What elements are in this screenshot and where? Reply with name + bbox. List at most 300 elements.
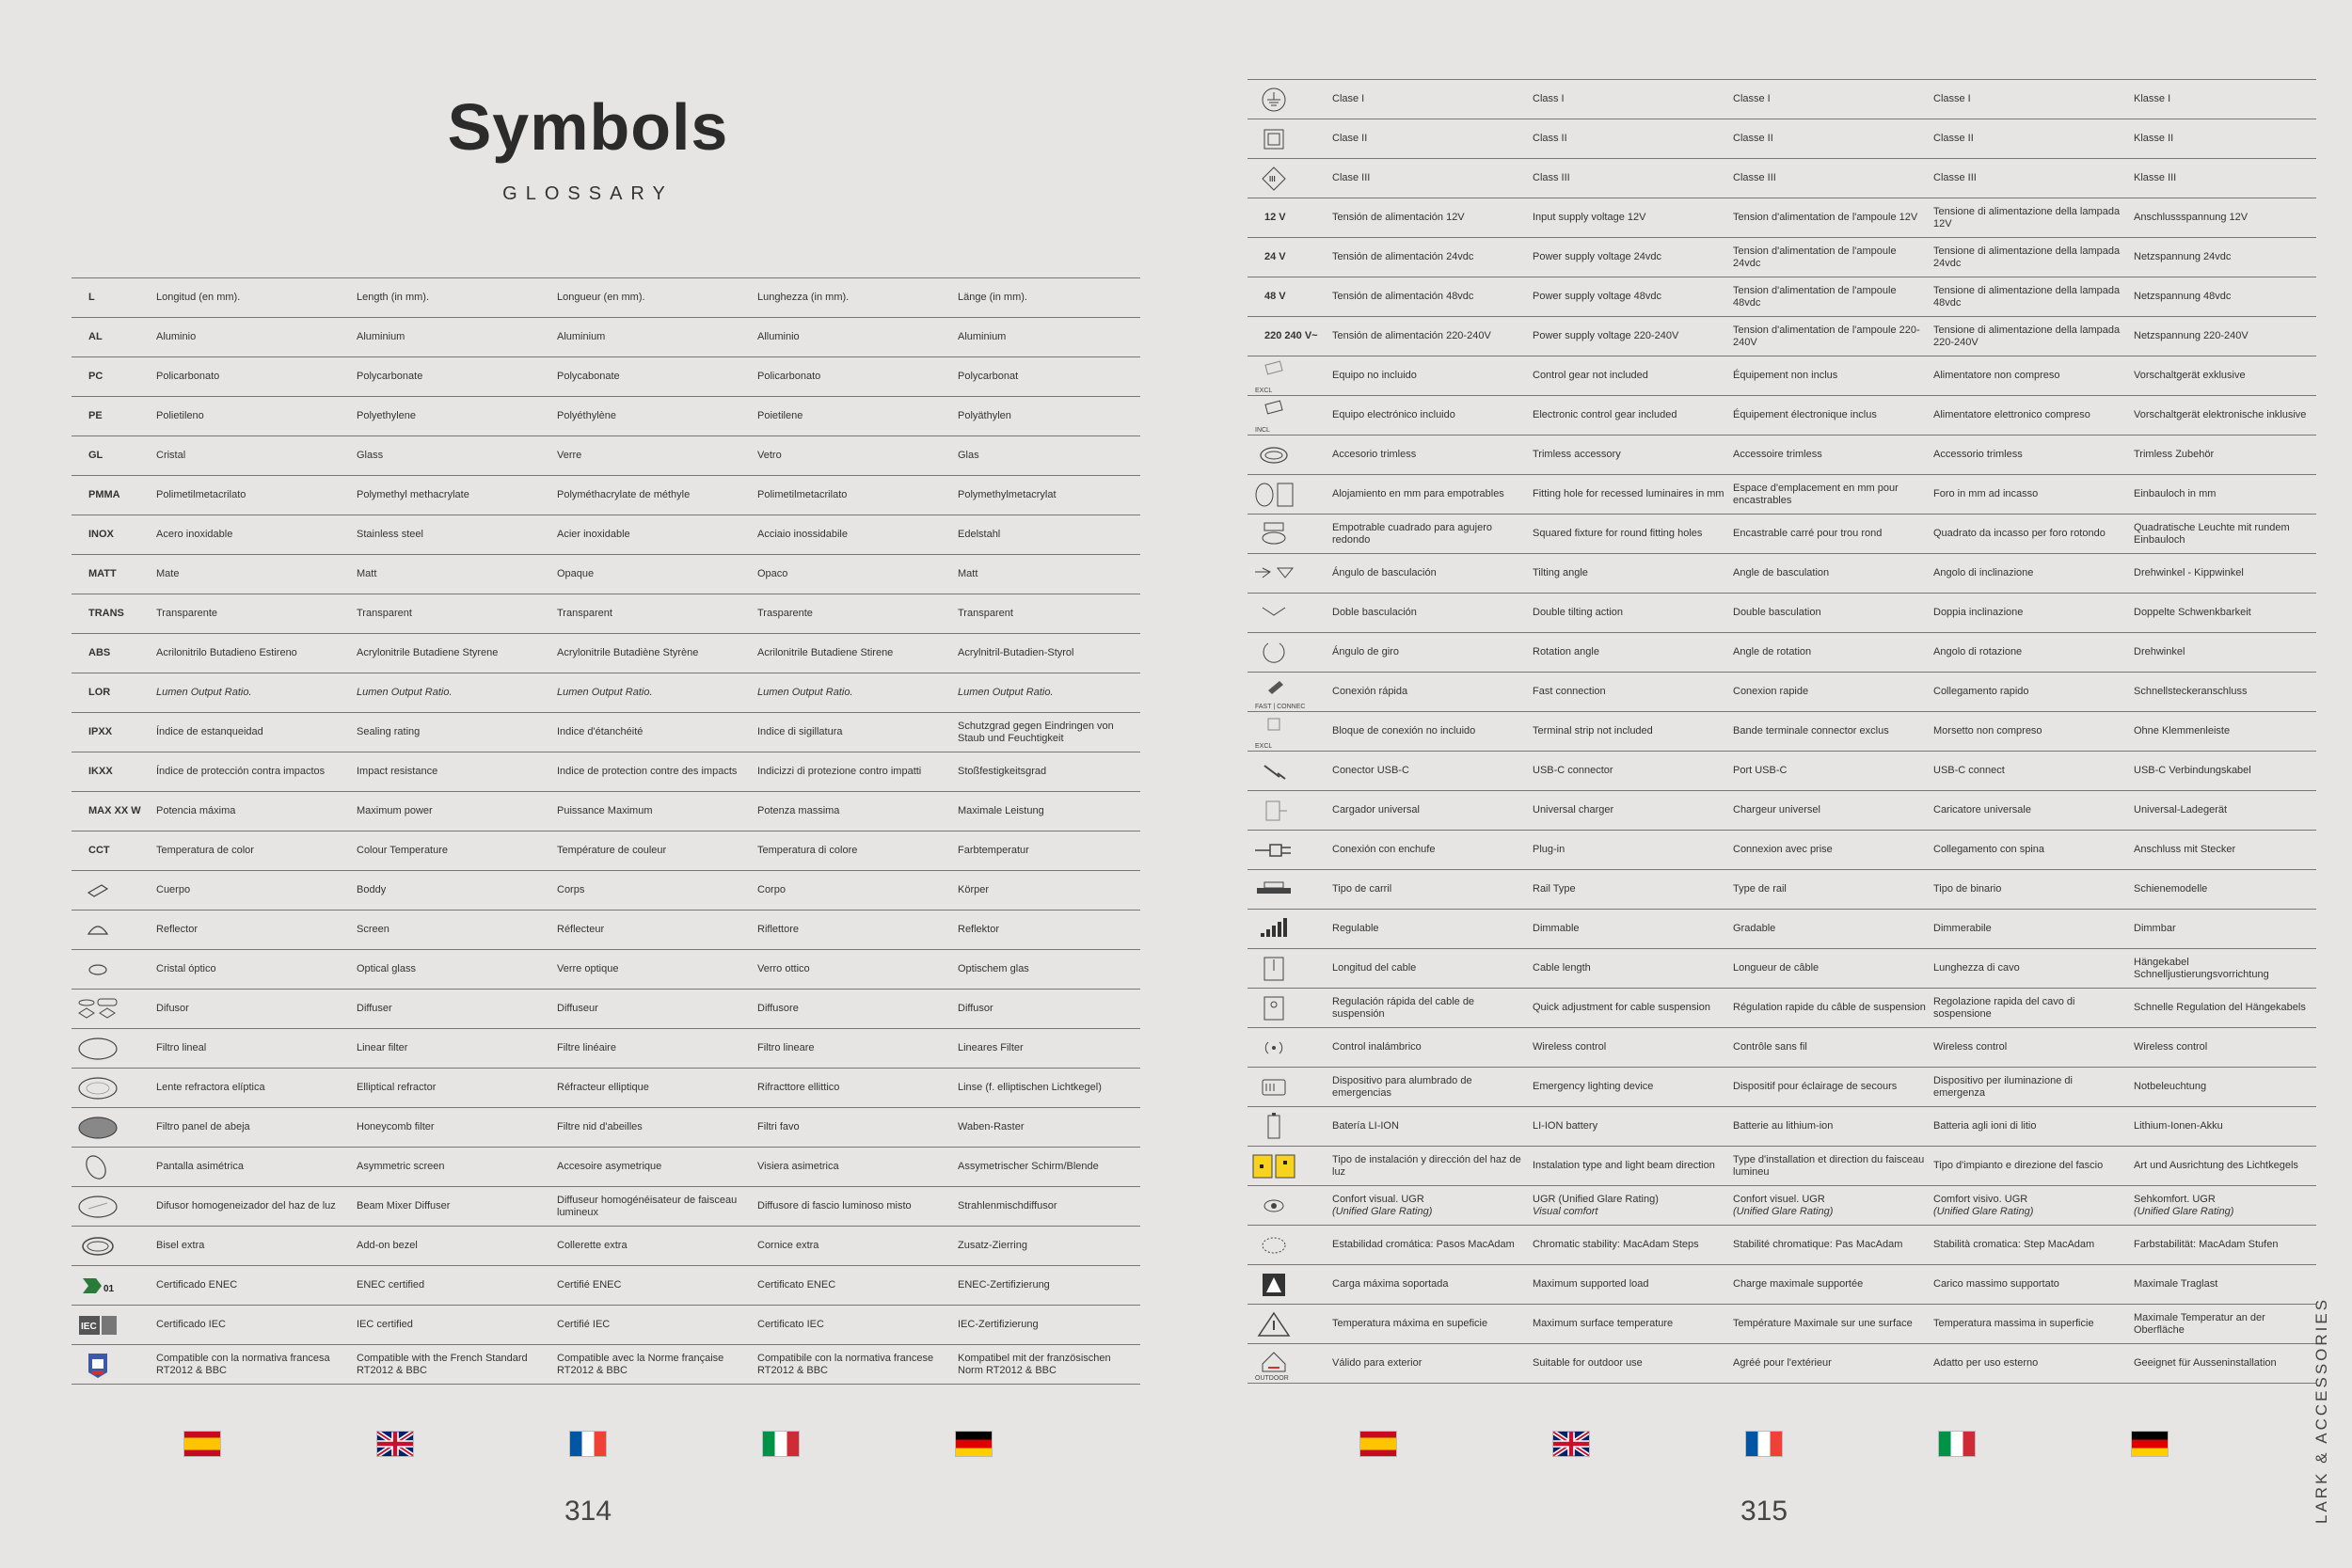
term-text: Tipo de binario (1933, 883, 2002, 895)
term-text: Schnellsteckeranschluss (2134, 686, 2248, 697)
term-text: Polycabonate (557, 371, 620, 382)
glossary-row (72, 1108, 1140, 1148)
symbol-code (1248, 277, 1328, 317)
term-text: Réflecteur (557, 924, 605, 935)
glossary-row (72, 752, 1140, 792)
glossary-row (72, 594, 1140, 634)
term-es (152, 1069, 353, 1108)
term-text: Assymetrischer Schirm/Blende (958, 1161, 1099, 1172)
term-fr (553, 397, 754, 436)
glossary-row (1248, 1068, 2316, 1107)
term-fr (1729, 594, 1930, 633)
term-text: Lithium-Ionen-Akku (2134, 1120, 2223, 1132)
term-text: Verro ottico (757, 963, 810, 974)
term-fr (1729, 949, 1930, 989)
term-it (754, 673, 954, 713)
symbol-code-text: TRANS (88, 608, 124, 619)
term-text: Estabilidad cromática: Pasos MacAdam (1332, 1239, 1515, 1250)
beam-mixer-icon (72, 1187, 152, 1227)
term-text: Diffusore (757, 1003, 799, 1014)
term-text: Angle de rotation (1733, 646, 1812, 657)
term-text: Diffusore di fascio luminoso misto (757, 1200, 912, 1212)
term-text: Potenza massima (757, 805, 840, 816)
term-fr (553, 871, 754, 911)
term-fr (1729, 870, 1930, 910)
symbol-code-text: GL (88, 450, 103, 461)
term-text: Lunghezza (in mm). (757, 292, 850, 303)
flag-es-icon (1360, 1432, 1396, 1456)
term-it (1930, 475, 2130, 515)
term-it (754, 594, 954, 634)
term-text: Tipo de instalación y dirección del haz de luz (1332, 1153, 1521, 1178)
term-text: ENEC-Zertifizierung (958, 1279, 1050, 1291)
glossary-row (1248, 554, 2316, 594)
term-text: Input supply voltage 12V (1533, 212, 1646, 223)
symbol-code (72, 476, 152, 515)
term-text: Regulable (1332, 923, 1379, 934)
dimmable-icon (1248, 910, 1328, 949)
term-de (954, 555, 1140, 594)
term-text: Honeycomb filter (357, 1121, 435, 1132)
term-text: Universal charger (1533, 804, 1614, 816)
symbol-code (72, 436, 152, 476)
glossary-row (1248, 198, 2316, 238)
rotation-icon (1248, 633, 1328, 673)
term-it (1930, 198, 2130, 238)
term-text: Strahlenmischdiffusor (958, 1200, 1057, 1212)
term-it (754, 476, 954, 515)
term-es (1328, 119, 1529, 159)
term-text: Tensión de alimentación 48vdc (1332, 291, 1474, 302)
term-text: Acrylonitrile Butadiène Styrène (557, 647, 699, 658)
term-text: Tensione di alimentazione della lampada 48vdc (1933, 284, 2121, 309)
term-text: Vetro (757, 450, 782, 461)
term-es (152, 1266, 353, 1306)
term-fr (553, 911, 754, 950)
term-text: Alimentatore non compreso (1933, 370, 2060, 381)
term-it (754, 713, 954, 752)
glossary-row (72, 1227, 1140, 1266)
term-text: Dimmable (1533, 923, 1580, 934)
symbol-caption: EXCL (1255, 742, 1273, 750)
term-text: Temperatura de color (156, 845, 254, 856)
rail-icon (1248, 870, 1328, 910)
term-text: Température de couleur (557, 845, 667, 856)
term-es (152, 1148, 353, 1187)
term-text: Chromatic stability: MacAdam Steps (1533, 1239, 1699, 1250)
symbol-code (72, 555, 152, 594)
tilt-angle-icon (1248, 554, 1328, 594)
term-de (2130, 791, 2316, 831)
term-de (2130, 1147, 2316, 1186)
term-it (754, 990, 954, 1029)
term-es (1328, 1186, 1529, 1226)
term-en (353, 832, 553, 871)
page-right (1176, 0, 2352, 1568)
term-it (754, 1345, 954, 1385)
term-text: Sealing rating (357, 726, 421, 737)
flag-fr-icon (570, 1432, 606, 1456)
term-es (1328, 198, 1529, 238)
term-it (754, 436, 954, 476)
symbol-code-text: INOX (88, 529, 114, 540)
glossary-row (1248, 80, 2316, 119)
term-en (353, 1187, 553, 1227)
term-text: Alluminio (757, 331, 800, 342)
term-text: Edelstahl (958, 529, 1001, 540)
term-fr (1729, 554, 1930, 594)
reflector-icon (72, 911, 152, 950)
term-it (1930, 989, 2130, 1028)
term-text: Opaco (757, 568, 788, 579)
term-es (1328, 791, 1529, 831)
term-text: Acrilonitrile Butadiene Stirene (757, 647, 894, 658)
term-de (2130, 159, 2316, 198)
glossary-row (1248, 356, 2316, 396)
term-text: Filtro lineal (156, 1042, 207, 1053)
term-it (1930, 870, 2130, 910)
term-fr (1729, 1265, 1930, 1305)
symbol-code-text: IPXX (88, 726, 113, 737)
usb-c-icon (1248, 752, 1328, 791)
term-text: Filtri favo (757, 1121, 800, 1132)
term-es (1328, 436, 1529, 475)
term-de (2130, 1344, 2316, 1384)
term-es (1328, 554, 1529, 594)
glossary-row (1248, 1186, 2316, 1226)
term-en (353, 1306, 553, 1345)
body-icon (72, 871, 152, 911)
term-es (152, 990, 353, 1029)
symbol-code (72, 278, 152, 318)
term-text: Chargeur universel (1733, 804, 1820, 816)
term-it (1930, 1186, 2130, 1226)
term-text: Maximum supported load (1533, 1278, 1649, 1290)
term-text: Carga máxima soportada (1332, 1278, 1449, 1290)
glossary-row (1248, 831, 2316, 870)
term-text: Fitting hole for recessed luminaires in mm (1533, 488, 1724, 499)
term-text: Batteria agli ioni di litio (1933, 1120, 2037, 1132)
term-es (152, 1108, 353, 1148)
term-en (1529, 515, 1729, 554)
term-fr (553, 357, 754, 397)
linear-filter-icon (72, 1029, 152, 1069)
symbol-caption: OUTDOOR (1255, 1374, 1289, 1382)
term-text: Lumen Output Ratio. (958, 687, 1054, 698)
term-text: Optical glass (357, 963, 416, 974)
term-text: Tension d'alimentation de l'ampoule 12V (1733, 212, 1918, 223)
term-it (1930, 80, 2130, 119)
term-fr (553, 1069, 754, 1108)
term-text: Indice di sigillatura (757, 726, 843, 737)
term-text: Equipo no incluido (1332, 370, 1417, 381)
term-text: Transparent (557, 608, 612, 619)
term-text: Trimless accessory (1533, 449, 1621, 460)
term-text: Équipement électronique inclus (1733, 409, 1877, 420)
term-text: Polimetilmetacrilato (156, 489, 246, 500)
symbol-code-text: AL (88, 331, 103, 342)
term-de (2130, 910, 2316, 949)
term-text: Ángulo de giro (1332, 646, 1399, 657)
term-en (1529, 317, 1729, 356)
term-text: Bande terminale connector exclus (1733, 725, 1889, 736)
term-it (1930, 317, 2130, 356)
term-en (1529, 277, 1729, 317)
symbol-code-text: 48 V (1264, 291, 1286, 302)
term-text: Reflektor (958, 924, 1000, 935)
flag-de-icon (956, 1432, 992, 1456)
term-de (2130, 317, 2316, 356)
term-text: Farbstabilität: MacAdam Stufen (2134, 1239, 2279, 1250)
excl-gear-icon (1248, 356, 1328, 396)
term-en (353, 752, 553, 792)
term-de (2130, 1107, 2316, 1147)
term-text: USB-C connector (1533, 765, 1613, 776)
term-text: Cable length (1533, 962, 1591, 974)
term-it (1930, 1147, 2130, 1186)
term-text: Conexion rapide (1733, 686, 1809, 697)
term-text: Pantalla asimétrica (156, 1161, 244, 1172)
glossary-row (1248, 1265, 2316, 1305)
term-text: Morsetto non compreso (1933, 725, 2042, 736)
term-text: Squared fixture for round fitting holes (1533, 528, 1703, 539)
page-number: 315 (1740, 1496, 1788, 1527)
term-text: Rail Type (1533, 883, 1576, 895)
term-text: Körper (958, 884, 990, 895)
term-es (152, 1029, 353, 1069)
term-fr (553, 555, 754, 594)
term-fr (553, 1187, 754, 1227)
term-fr (1729, 712, 1930, 752)
glossary-row (1248, 1028, 2316, 1068)
term-text: Cristal óptico (156, 963, 216, 974)
term-text: Índice de estanqueidad (156, 726, 263, 737)
glossary-row (1248, 317, 2316, 356)
term-text: Accesoire asymetrique (557, 1161, 662, 1172)
term-text: Class II (1533, 133, 1567, 144)
term-text: Type d'installation et direction du faisceau lumineu (1733, 1153, 1925, 1178)
term-en (1529, 910, 1729, 949)
term-text: Reflector (156, 924, 199, 935)
term-de (2130, 1186, 2316, 1226)
bezel-icon (72, 1227, 152, 1266)
term-fr (553, 436, 754, 476)
symbol-caption: FAST | CONNEC (1255, 703, 1306, 710)
term-en (1529, 1344, 1729, 1384)
term-text: Quadratische Leuchte mit rundem Einbauloch (2134, 521, 2290, 546)
term-text: Transparent (357, 608, 412, 619)
term-it (1930, 633, 2130, 673)
term-text: LI-ION battery (1533, 1120, 1598, 1132)
term-text: Wireless control (1533, 1041, 1607, 1053)
term-text: Suitable for outdoor use (1533, 1357, 1643, 1369)
term-text: Maximale Temperatur an der Oberfläche (2134, 1311, 2265, 1336)
term-text: Lumen Output Ratio. (156, 687, 252, 698)
glossary-row (1248, 475, 2316, 515)
term-text: IEC certified (357, 1319, 413, 1330)
glossary-row (72, 278, 1140, 318)
term-en (353, 1148, 553, 1187)
term-text: Tilting angle (1533, 567, 1588, 578)
term-fr (553, 752, 754, 792)
term-es (1328, 870, 1529, 910)
glossary-row (72, 318, 1140, 357)
term-text: Compatible con la normativa francesa RT2012 & BBC (156, 1352, 330, 1376)
trimless-icon (1248, 436, 1328, 475)
symbol-code (72, 515, 152, 555)
term-text: Stainless steel (357, 529, 423, 540)
term-text: Carico massimo supportato (1933, 1278, 2059, 1290)
glossary-row (1248, 1147, 2316, 1186)
term-text: Clase III (1332, 172, 1371, 183)
term-de (954, 871, 1140, 911)
term-text: Puissance Maximum (557, 805, 653, 816)
term-text: Longitud (en mm). (156, 292, 241, 303)
term-text: Tensión de alimentación 12V (1332, 212, 1465, 223)
term-en (353, 911, 553, 950)
term-text: Certifié IEC (557, 1319, 611, 1330)
glossary-table-left (72, 277, 1140, 1385)
glossary-row (1248, 949, 2316, 989)
term-fr (1729, 436, 1930, 475)
term-text: Conexión con enchufe (1332, 844, 1436, 855)
term-es (152, 515, 353, 555)
rt2012-icon (72, 1345, 152, 1385)
term-text: Batería LI-ION (1332, 1120, 1399, 1132)
page-title: Symbols (447, 90, 729, 164)
flag-it-icon (763, 1432, 799, 1456)
glossary-row (72, 990, 1140, 1029)
term-fr (553, 1306, 754, 1345)
symbol-code-text: 24 V (1264, 251, 1286, 262)
term-text: Classe III (1933, 172, 1977, 183)
symbol-code (72, 594, 152, 634)
page-number: 314 (564, 1496, 612, 1527)
term-text: Indice d'étanchéité (557, 726, 644, 737)
term-text: Filtre nid d'abeilles (557, 1121, 643, 1132)
symbol-code (72, 634, 152, 673)
term-text: Conector USB-C (1332, 765, 1409, 776)
term-de (954, 1069, 1140, 1108)
term-text: Tensión de alimentación 220-240V (1332, 330, 1491, 341)
term-text: Asymmetric screen (357, 1161, 445, 1172)
term-text: Polyethylene (357, 410, 416, 421)
term-es (152, 436, 353, 476)
honeycomb-icon (72, 1108, 152, 1148)
flag-de-icon (2132, 1432, 2168, 1456)
term-en (1529, 238, 1729, 277)
term-fr (1729, 1147, 1930, 1186)
term-text: Cargador universal (1332, 804, 1420, 816)
term-text: Beam Mixer Diffuser (357, 1200, 451, 1212)
class-2-icon (1248, 119, 1328, 159)
glossary-row (72, 397, 1140, 436)
term-text: Indicizzi di protezione contro impatti (757, 766, 922, 777)
term-text: Filtro lineare (757, 1042, 815, 1053)
glossary-row (1248, 633, 2316, 673)
term-text: Quadrato da incasso per foro rotondo (1933, 528, 2106, 539)
glossary-row (72, 436, 1140, 476)
flag-fr-icon (1746, 1432, 1782, 1456)
term-text: Encastrable carré pour trou rond (1733, 528, 1883, 539)
term-fr (553, 278, 754, 318)
term-de (2130, 1068, 2316, 1107)
term-text: Linse (f. elliptischen Lichtkegel) (958, 1082, 1102, 1093)
term-text: Ohne Klemmenleiste (2134, 725, 2231, 736)
term-text: Trasparente (757, 608, 813, 619)
term-text: Cristal (156, 450, 186, 461)
term-es (1328, 238, 1529, 277)
term-fr (1729, 356, 1930, 396)
battery-icon (1248, 1107, 1328, 1147)
term-fr (553, 950, 754, 990)
term-text: Poietilene (757, 410, 803, 421)
term-text: Wireless control (2134, 1041, 2208, 1053)
recess-hole-icon (1248, 475, 1328, 515)
term-fr (1729, 515, 1930, 554)
term-es (1328, 1107, 1529, 1147)
term-fr (553, 792, 754, 832)
term-de (2130, 119, 2316, 159)
term-es (1328, 277, 1529, 317)
term-text: Temperatura di colore (757, 845, 858, 856)
term-fr (553, 713, 754, 752)
term-fr (1729, 1186, 1930, 1226)
term-text: Transparente (156, 608, 218, 619)
term-es (1328, 1305, 1529, 1344)
asymmetric-screen-icon (72, 1148, 152, 1187)
term-de (2130, 1226, 2316, 1265)
term-text: Class III (1533, 172, 1570, 183)
term-en (1529, 870, 1729, 910)
term-en (1529, 554, 1729, 594)
term-it (1930, 1265, 2130, 1305)
term-text: Difusor (156, 1003, 189, 1014)
glossary-row (72, 673, 1140, 713)
term-text: Stabilité chromatique: Pas MacAdam (1733, 1239, 1903, 1250)
glossary-row (72, 832, 1140, 871)
term-en (353, 555, 553, 594)
term-text: Opaque (557, 568, 595, 579)
ugr-icon (1248, 1186, 1328, 1226)
term-es (1328, 1265, 1529, 1305)
term-text: Caricatore universale (1933, 804, 2031, 816)
term-en (353, 357, 553, 397)
term-text: Optischem glas (958, 963, 1029, 974)
term-it (754, 397, 954, 436)
term-text: Diffuser (357, 1003, 392, 1014)
term-it (754, 357, 954, 397)
term-es (152, 832, 353, 871)
glossary-row (72, 476, 1140, 515)
term-text: Confort visuel. UGR (1733, 1193, 1825, 1205)
term-text: Sehkomfort. UGR (2134, 1193, 2216, 1205)
term-it (754, 911, 954, 950)
term-text-secondary: (Unified Glare Rating) (1933, 1205, 2034, 1217)
term-text: Bisel extra (156, 1240, 205, 1251)
term-es (1328, 356, 1529, 396)
term-text: Stoßfestigkeitsgrad (958, 766, 1047, 777)
term-it (754, 515, 954, 555)
term-text: Boddy (357, 884, 387, 895)
term-text: Acrilonitrilo Butadieno Estireno (156, 647, 297, 658)
symbol-code-text: CCT (88, 845, 110, 856)
term-de (954, 594, 1140, 634)
glossary-row (1248, 396, 2316, 436)
term-de (2130, 238, 2316, 277)
term-it (1930, 594, 2130, 633)
term-de (954, 515, 1140, 555)
